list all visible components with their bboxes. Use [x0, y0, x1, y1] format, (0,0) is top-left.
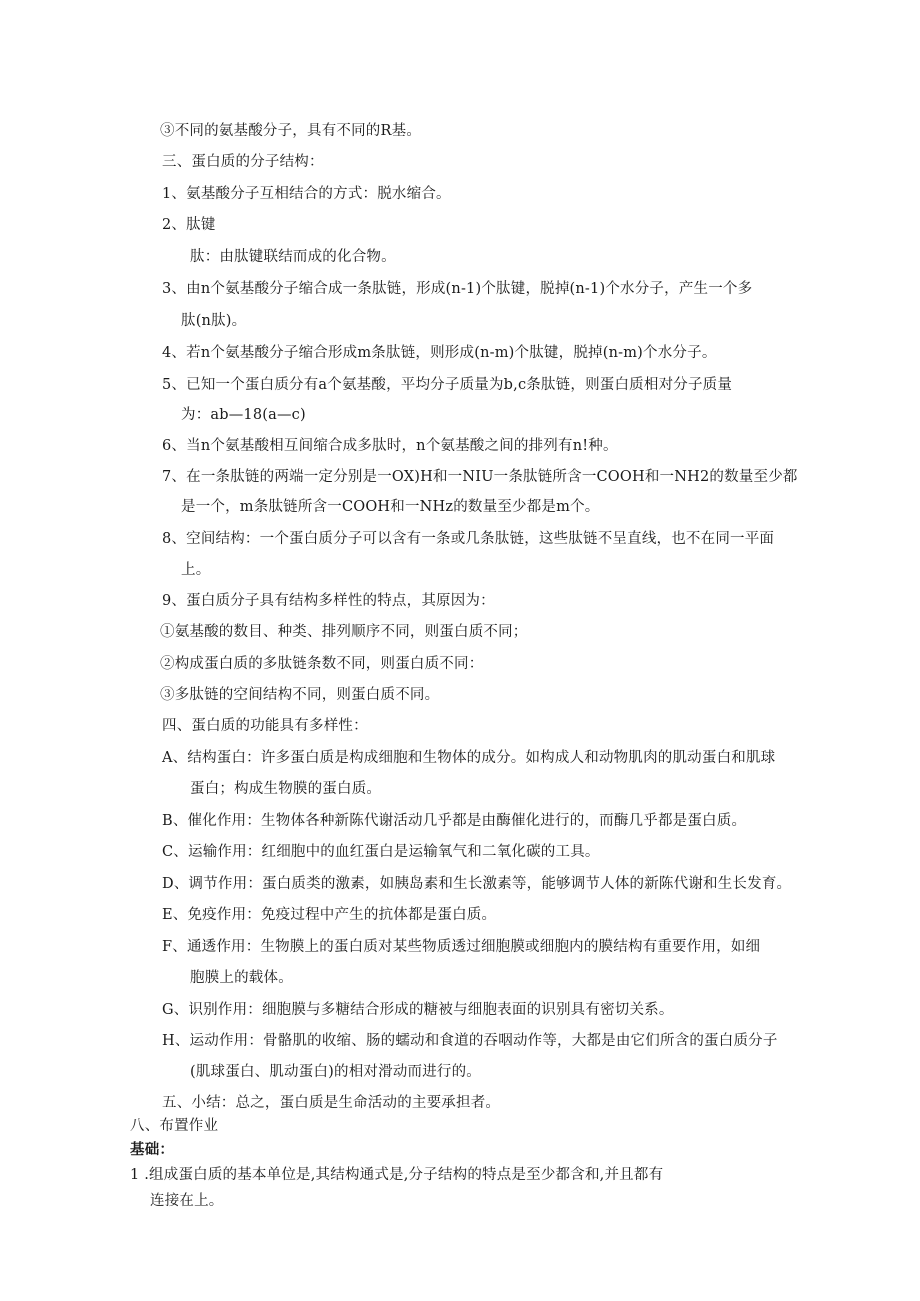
text-line: 肽(n肽)。	[181, 313, 247, 329]
text-line: (肌球蛋白、肌动蛋白)的相对滑动而进行的。	[190, 1064, 482, 1080]
text-line: 胞膜上的载体。	[190, 970, 293, 986]
text-line: 上。	[181, 562, 211, 578]
text-line: 为：ab—18(a—c)	[181, 407, 306, 423]
text-line: 蛋白；构成生物膜的蛋白质。	[190, 781, 382, 797]
question-line: 连接在上。	[150, 1193, 224, 1209]
text-line: 4、若n个氨基酸分子缩合形成m条肽链，则形成(n-m)个肽键，脱掉(n-m)个水分子。	[162, 345, 717, 361]
text-line: 是一个，m条肽链所含一COOH和一NHz的数量至少都是m个。	[181, 499, 600, 515]
text-line: B、催化作用：生物体各种新陈代谢活动几乎都是由酶催化进行的，而酶几乎都是蛋白质。	[162, 813, 747, 829]
text-line: F、通透作用：生物膜上的蛋白质对某些物质透过细胞膜或细胞内的膜结构有重要作用，如细	[162, 939, 761, 955]
text-line: 3、由n个氨基酸分子缩合成一条肽链，形成(n-1)个肽键，脱掉(n-1)个水分子，产生一个多	[162, 281, 753, 297]
text-line: 1、氨基酸分子互相结合的方式：脱水缩合。	[162, 186, 451, 202]
text-line: E、免疫作用：免疫过程中产生的抗体都是蛋白质。	[162, 907, 497, 923]
text-line: H、运动作用：骨骼肌的收缩、肠的蠕动和食道的吞咽动作等，大都是由它们所含的蛋白质分子	[162, 1033, 778, 1049]
text-line: ①氨基酸的数目、种类、排列顺序不同，则蛋白质不同；	[160, 624, 528, 640]
text-line: 9、蛋白质分子具有结构多样性的特点，其原因为：	[162, 593, 495, 609]
question-line: 1 .组成蛋白质的基本单位是,其结构通式是,分子结构的特点是至少都含和,并且都有	[130, 1167, 664, 1183]
text-line: 8、空间结构：一个蛋白质分子可以含有一条或几条肽链，这些肽链不呈直线，也不在同一平面	[162, 531, 775, 547]
text-line: ②构成蛋白质的多肽链条数不同，则蛋白质不同：	[160, 656, 484, 672]
text-line: 肽：由肽键联结而成的化合物。	[190, 249, 396, 265]
text-line: 5、已知一个蛋白质分有a个氨基酸，平均分子质量为b,c条肽链，则蛋白质相对分子质量	[162, 377, 733, 393]
section-heading: 四、蛋白质的功能具有多样性：	[162, 718, 368, 734]
section-heading: 三、蛋白质的分子结构：	[162, 154, 324, 170]
section-heading: 五、小结：总之，蛋白质是生命活动的主要承担者。	[162, 1095, 501, 1111]
text-line: ③多肽链的空间结构不同，则蛋白质不同。	[160, 687, 440, 703]
text-line: C、运输作用：红细胞中的血红蛋白是运输氧气和二氧化碳的工具。	[162, 844, 600, 860]
text-line: 7、在一条肽链的两端一定分别是一OX)H和一NIU一条肽链所含一COOH和一NH2的数量至少都	[162, 469, 798, 485]
section-heading: 八、布置作业	[130, 1118, 219, 1134]
subsection-heading: 基础：	[130, 1141, 175, 1158]
text-line: ③不同的氨基酸分子，具有不同的R基。	[160, 123, 422, 139]
text-line: 6、当n个氨基酸相互间缩合成多肽时，n个氨基酸之间的排列有n!种。	[162, 438, 618, 454]
text-line: 2、肽键	[162, 217, 216, 233]
text-line: D、调节作用：蛋白质类的激素，如胰岛素和生长激素等，能够调节人体的新陈代谢和生长发育。	[162, 876, 792, 892]
text-line: G、识别作用：细胞膜与多糖结合形成的糖被与细胞表面的识别具有密切关系。	[162, 1002, 674, 1018]
text-line: A、结构蛋白：许多蛋白质是构成细胞和生物体的成分。如构成人和动物肌肉的肌动蛋白和肌球	[162, 750, 776, 766]
